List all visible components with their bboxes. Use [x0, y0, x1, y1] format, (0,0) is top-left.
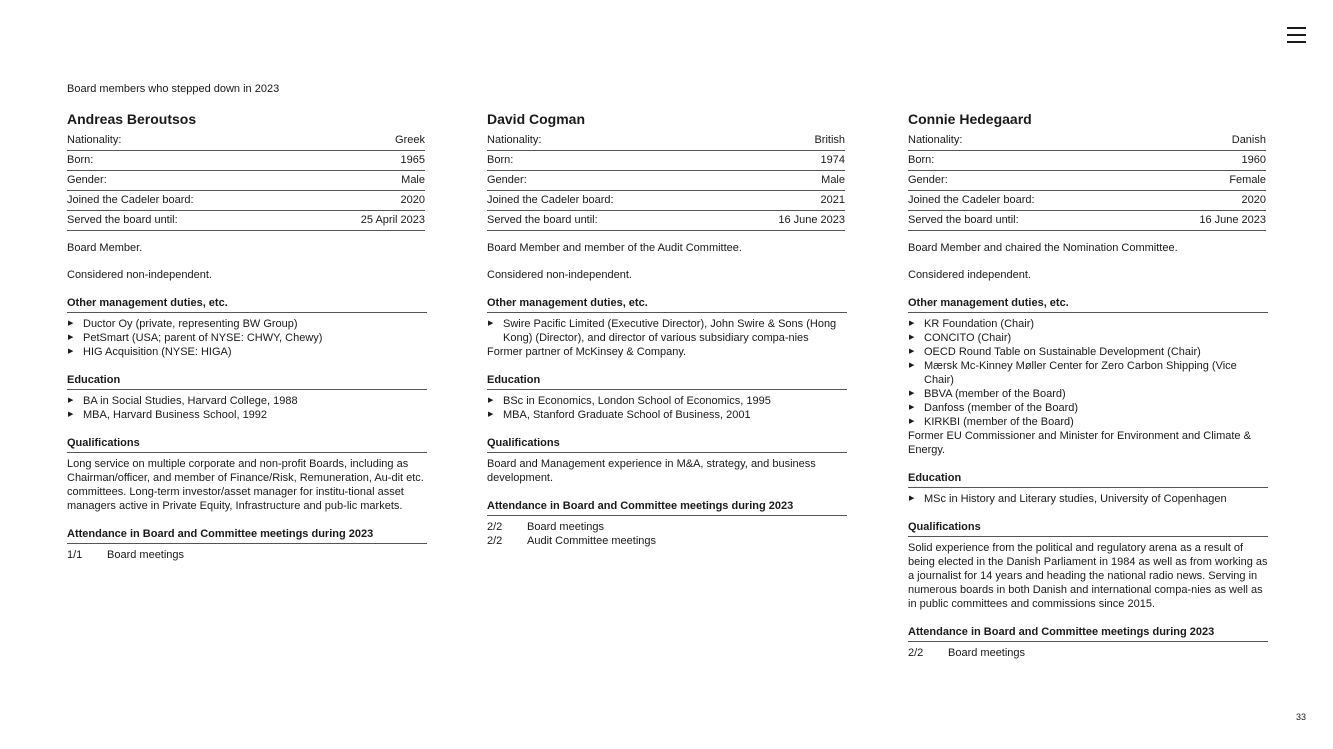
attendance-fraction: 2/2 — [487, 521, 503, 533]
attendance-row — [67, 548, 427, 562]
board-member-card — [487, 110, 847, 548]
attendance-list — [908, 646, 1268, 660]
duty-item: ▶ PetSmart (USA; parent of NYSE: CHWY, Chewy) — [67, 331, 427, 345]
attendance-meeting: Audit Committee meetings — [527, 535, 656, 547]
attendance-meeting: Board meetings — [107, 549, 185, 561]
fact-row-gender — [908, 171, 1266, 191]
qualifications-heading: Qualifications — [487, 436, 847, 453]
qualifications-text: Solid experience from the political and regulatory arena as a result of being elected in the Danish Parliament in 1984 as well as from working as a journalist for 14 years and heading the national radio news. Serving in numerous boards in both Danish and international compa-nies as well as in public committees and commissions since 2015. — [908, 542, 1268, 610]
other-duties-heading: Other management duties, etc. — [67, 296, 427, 313]
duties-note: Former EU Commissioner and Minister for Environment and Climate & Energy. — [908, 430, 1251, 456]
fact-row-nationality — [67, 131, 425, 151]
attendance-row — [908, 646, 1268, 660]
attendance-fraction: 1/1 — [67, 549, 83, 561]
fact-label: Joined the Cadeler board: — [67, 194, 194, 206]
fact-label: Nationality: — [487, 134, 542, 146]
fact-row-nationality — [908, 131, 1266, 151]
member-independence: Considered non-independent. — [67, 269, 212, 281]
education-list — [908, 492, 1268, 506]
qualifications-heading: Qualifications — [67, 436, 427, 453]
fact-label: Gender: — [908, 174, 948, 186]
attendance-meeting: Board meetings — [948, 647, 1026, 659]
fact-row-joined — [908, 191, 1266, 211]
fact-label: Joined the Cadeler board: — [908, 194, 1035, 206]
member-facts-table — [67, 131, 425, 231]
education-heading: Education — [908, 471, 1268, 488]
section-title: Board members who stepped down in 2023 — [67, 83, 280, 95]
fact-value: 16 June 2023 — [1199, 214, 1266, 226]
attendance-list — [487, 520, 847, 548]
education-item: ▶ MSc in History and Literary studies, University of Copenhagen — [908, 492, 1268, 506]
page-number: 33 — [1295, 712, 1306, 722]
fact-label: Gender: — [67, 174, 107, 186]
fact-row-born — [67, 151, 425, 171]
fact-row-gender — [67, 171, 425, 191]
fact-value: 2020 — [400, 194, 425, 206]
fact-value: 1965 — [400, 154, 425, 166]
attendance-meeting: Board meetings — [527, 521, 605, 533]
member-name: David Cogman — [487, 111, 586, 127]
other-duties-list — [487, 317, 847, 345]
hamburger-menu-icon[interactable] — [1287, 27, 1306, 44]
qualifications-text: Board and Management experience in M&A, strategy, and business development. — [487, 458, 816, 484]
member-name: Connie Hedegaard — [908, 111, 1032, 127]
fact-value: 1974 — [820, 154, 845, 166]
member-role: Board Member and chaired the Nomination Committee. — [908, 242, 1178, 254]
education-heading: Education — [487, 373, 847, 390]
education-list — [487, 394, 847, 422]
duty-item: ▶ Danfoss (member of the Board) — [908, 401, 1268, 415]
fact-label: Served the board until: — [908, 214, 1019, 226]
fact-row-served-until — [908, 211, 1266, 231]
attendance-row — [487, 520, 847, 534]
duty-item: ▶ Mærsk Mc-Kinney Møller Center for Zero Carbon Shipping (Vice Chair) — [908, 359, 1268, 387]
duties-note: Former partner of McKinsey & Company. — [487, 346, 687, 358]
duty-item: ▶ Swire Pacific Limited (Executive Director), John Swire & Sons (Hong Kong) (Director), and director of various subsidiary compa-nies — [487, 317, 847, 345]
fact-value: Danish — [1231, 134, 1266, 146]
member-facts-table — [487, 131, 845, 231]
attendance-fraction: 2/2 — [487, 535, 503, 547]
education-list — [67, 394, 427, 422]
fact-row-gender — [487, 171, 845, 191]
duty-item: ▶ Ductor Oy (private, representing BW Group) — [67, 317, 427, 331]
member-role: Board Member and member of the Audit Committee. — [487, 242, 742, 254]
fact-value: Male — [821, 174, 845, 186]
attendance-heading: Attendance in Board and Committee meetings during 2023 — [67, 527, 427, 544]
fact-row-joined — [487, 191, 845, 211]
board-member-card — [67, 110, 427, 562]
fact-label: Gender: — [487, 174, 527, 186]
fact-value: Female — [1229, 174, 1266, 186]
other-duties-list — [67, 317, 427, 359]
other-duties-list — [908, 317, 1268, 429]
duty-item: ▶ BBVA (member of the Board) — [908, 387, 1268, 401]
duty-item: ▶ HIG Acquisition (NYSE: HIGA) — [67, 345, 427, 359]
fact-row-joined — [67, 191, 425, 211]
duty-item: ▶ KIRKBI (member of the Board) — [908, 415, 1268, 429]
education-item: ▶ MBA, Stanford Graduate School of Business, 2001 — [487, 408, 847, 422]
attendance-row — [487, 534, 847, 548]
fact-value: 2020 — [1241, 194, 1266, 206]
fact-row-served-until — [67, 211, 425, 231]
fact-label: Joined the Cadeler board: — [487, 194, 614, 206]
member-name: Andreas Beroutsos — [67, 111, 197, 127]
fact-value: Greek — [395, 134, 425, 146]
education-heading: Education — [67, 373, 427, 390]
member-independence: Considered non-independent. — [487, 269, 632, 281]
fact-label: Nationality: — [67, 134, 122, 146]
other-duties-heading: Other management duties, etc. — [487, 296, 847, 313]
qualifications-text: Long service on multiple corporate and non-profit Boards, including as Chairman/officer, and member of Finance/Risk, Remuneration, Au-dit etc. committees. Long-term investor/asset manager for institu-tional asset managers active in Private Equity, Infrastructure and pub-lic markets. — [67, 458, 424, 512]
qualifications-heading: Qualifications — [908, 520, 1268, 537]
member-role: Board Member. — [67, 242, 143, 254]
duty-item: ▶ KR Foundation (Chair) — [908, 317, 1268, 331]
fact-label: Served the board until: — [487, 214, 598, 226]
fact-value: British — [814, 134, 845, 146]
attendance-fraction: 2/2 — [908, 647, 924, 659]
fact-label: Born: — [487, 154, 514, 166]
education-item: ▶ BA in Social Studies, Harvard College, 1988 — [67, 394, 427, 408]
fact-label: Born: — [908, 154, 935, 166]
fact-value: 1960 — [1241, 154, 1266, 166]
fact-row-nationality — [487, 131, 845, 151]
attendance-list — [67, 548, 427, 562]
board-member-card — [908, 110, 1268, 660]
fact-row-born — [487, 151, 845, 171]
duty-item: ▶ CONCITO (Chair) — [908, 331, 1268, 345]
attendance-heading: Attendance in Board and Committee meetings during 2023 — [487, 499, 847, 516]
fact-label: Born: — [67, 154, 94, 166]
fact-row-served-until — [487, 211, 845, 231]
fact-label: Served the board until: — [67, 214, 178, 226]
fact-value: 2021 — [820, 194, 845, 206]
fact-label: Nationality: — [908, 134, 963, 146]
education-item: ▶ MBA, Harvard Business School, 1992 — [67, 408, 427, 422]
fact-value: 16 June 2023 — [778, 214, 845, 226]
member-independence: Considered independent. — [908, 269, 1031, 281]
fact-row-born — [908, 151, 1266, 171]
fact-value: 25 April 2023 — [360, 214, 425, 226]
member-facts-table — [908, 131, 1266, 231]
attendance-heading: Attendance in Board and Committee meetings during 2023 — [908, 625, 1268, 642]
other-duties-heading: Other management duties, etc. — [908, 296, 1268, 313]
fact-value: Male — [401, 174, 425, 186]
duty-item: ▶ OECD Round Table on Sustainable Development (Chair) — [908, 345, 1268, 359]
education-item: ▶ BSc in Economics, London School of Economics, 1995 — [487, 394, 847, 408]
